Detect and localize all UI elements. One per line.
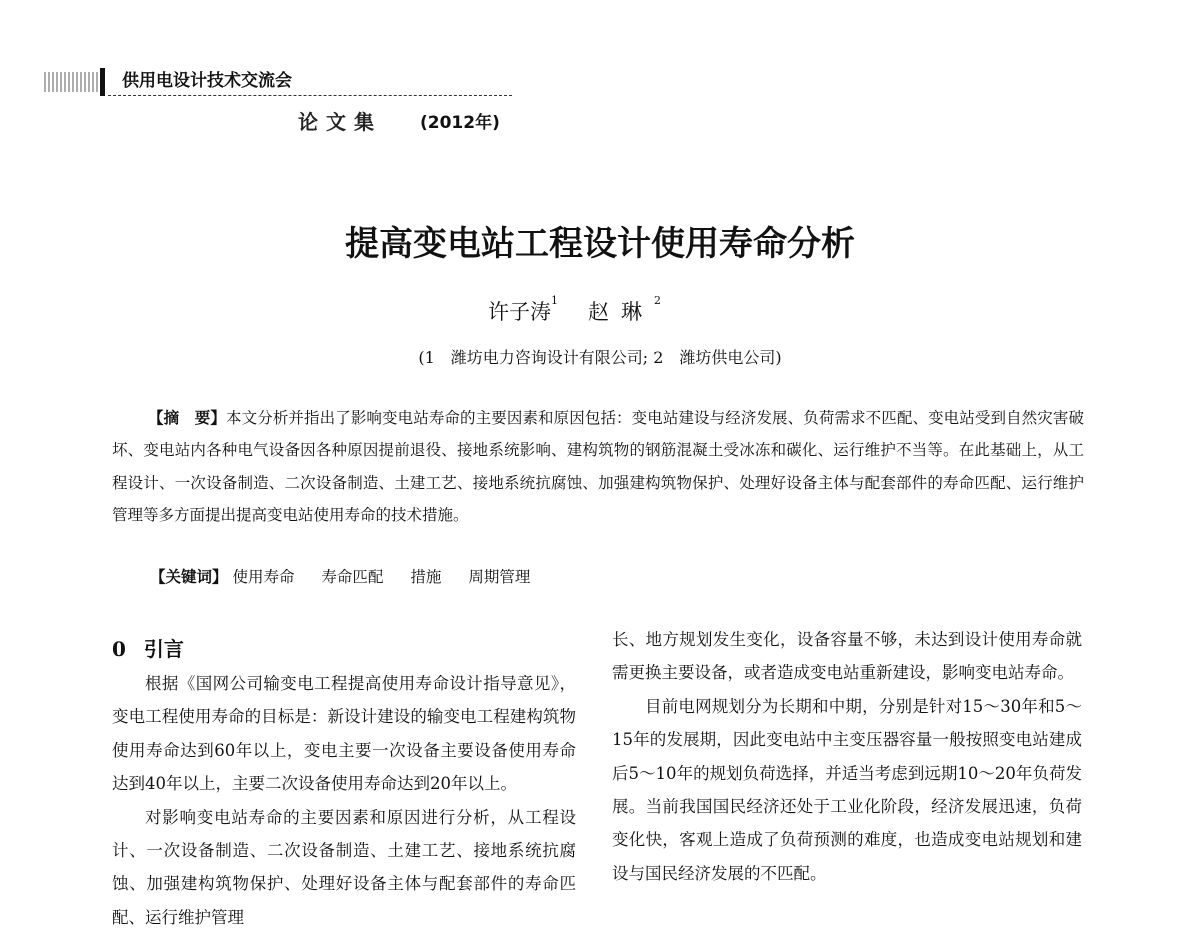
header-bar bbox=[100, 68, 105, 96]
collection-year: (2012年) bbox=[420, 113, 500, 133]
paragraph: 长、地方规划发生变化，设备容量不够，未达到设计使用寿命就需更换主要设备，或者造成变电站重新建设，影响变电站寿命。 bbox=[612, 630, 1082, 683]
section-number: 0 bbox=[112, 637, 126, 661]
section-title: 引言 bbox=[143, 637, 184, 661]
paper-title: 提高变电站工程设计使用寿命分析 bbox=[345, 224, 855, 264]
paragraph: 目前电网规划分为长期和中期，分别是针对15～30年和5～15年的发展期，因此变电站中主变压器容量一般按照变电站建成后5～10年的规划负荷选择，并适当考虑到远期10～20年负荷发展。当前我国国民经济还处于工业化阶段，经济发展迅速，负荷变化快，客观上造成了负荷预测的难度，也造成变电站规划和建设与国民经济发展的不匹配。 bbox=[612, 696, 1082, 883]
author-1: 许子涛$^1$ bbox=[488, 294, 558, 324]
right-column bbox=[612, 623, 1082, 890]
abstract bbox=[112, 402, 1084, 532]
authors bbox=[488, 296, 673, 326]
collection-label: 论文集 bbox=[298, 110, 382, 134]
left-column bbox=[112, 667, 576, 934]
section-heading bbox=[112, 633, 184, 662]
conference-title: 供用电设计技术交流会 bbox=[122, 71, 292, 91]
paragraph: 对影响变电站寿命的主要因素和原因进行分析，从工程设计、一次设备制造、二次设备制造、土建工艺、接地系统抗腐蚀、加强建构筑物保护、处理好设备主体与配套部件的寿命匹配、运行维护管理 bbox=[112, 807, 576, 927]
header-divider bbox=[108, 95, 512, 96]
header-decoration bbox=[44, 72, 98, 92]
paragraph: 根据《国网公司输变电工程提高使用寿命设计指导意见》，变电工程使用寿命的目标是：新设计建设的输变电工程建构筑物使用寿命达到60年以上，变电主要一次设备主要设备使用寿命达到40年以上，主要二次设备使用寿命达到20年以上。 bbox=[112, 674, 576, 794]
abstract-text: 本文分析并指出了影响变电站寿命的主要因素和原因包括：变电站建设与经济发展、负荷需求不匹配、变电站受到自然灾害破坏、变电站内各种电气设备因各种原因提前退役、接地系统影响、建构筑物的钢筋混凝土受冰冻和碳化、运行维护不当等。在此基础上，从工程设计、一次设备制造、二次设备制造、土建工艺、接地系统抗腐蚀、加强建构筑物保护、处理好设备主体与配套部件的寿命匹配、运行维护管理等多方面提出提高变电站使用寿命的技术措施。 bbox=[112, 409, 1084, 525]
affiliation: (1 潍坊电力咨询设计有限公司; 2 潍坊供电公司) bbox=[418, 348, 782, 367]
keyword: 寿命匹配 bbox=[321, 568, 384, 586]
abstract-label: 【摘 要】 bbox=[148, 408, 227, 427]
keyword: 周期管理 bbox=[468, 568, 531, 586]
keyword: 措施 bbox=[410, 568, 442, 586]
author-2: 赵琳$^2$ bbox=[588, 294, 673, 324]
keyword: 使用寿命 bbox=[232, 568, 295, 586]
keywords-label: 【关键词】 bbox=[150, 567, 228, 586]
keywords bbox=[150, 565, 552, 587]
